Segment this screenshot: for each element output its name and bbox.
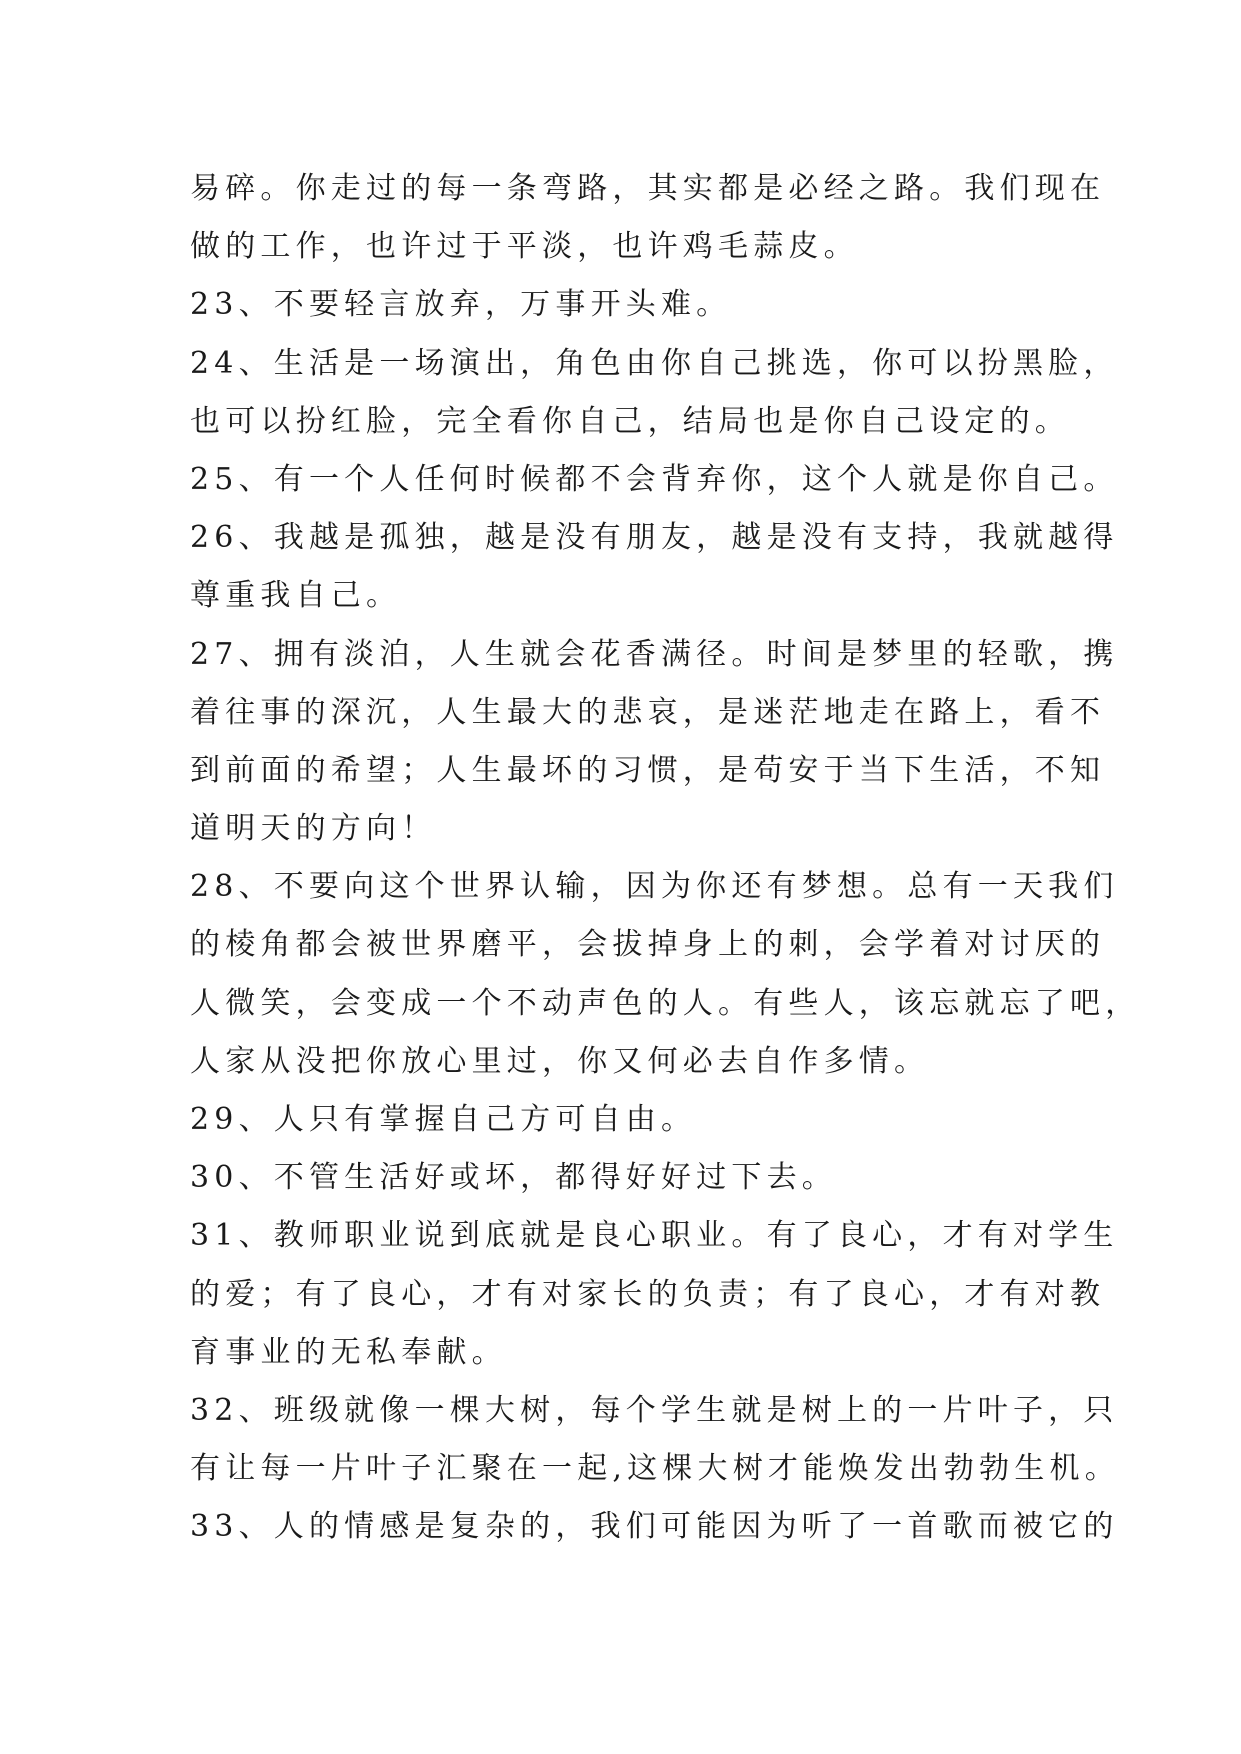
text-line: 道明天的方向！ [190, 811, 437, 847]
text-line: 人微笑，会变成一个不动声色的人。有些人，该忘就忘了吧， [190, 985, 1141, 1021]
text-line: 的棱角都会被世界磨平，会拔掉身上的刺，会学着对讨厌的 [190, 927, 1106, 963]
text-line: 易碎。你走过的每一条弯路，其实都是必经之路。我们现在 [190, 171, 1106, 206]
text-line: 28、不要向这个世界认输，因为你还有梦想。总有一天我们 [190, 869, 1119, 905]
text-line: 尊重我自己。 [190, 578, 402, 614]
text-line: 30、不管生活好或坏，都得好好过下去。 [190, 1160, 837, 1196]
text-line: 做的工作，也许过于平淡，也许鸡毛蒜皮。 [190, 229, 859, 265]
text-line: 25、有一个人任何时候都不会背弃你，这个人就是你自己。 [190, 461, 1119, 497]
text-line: 人家从没把你放心里过，你又何必去自作多情。 [190, 1043, 930, 1079]
text-line: 27、拥有淡泊，人生就会花香满径。时间是梦里的轻歌，携 [190, 636, 1119, 672]
text-line: 的爱；有了良心，才有对家长的负责；有了良心，才有对教 [190, 1276, 1106, 1312]
text-line: 也可以扮红脸，完全看你自己，结局也是你自己设定的。 [190, 403, 1070, 439]
document-body [190, 160, 1141, 1557]
text-line: 24、生活是一场演出，角色由你自己挑选，你可以扮黑脸， [190, 345, 1119, 381]
text-line: 23、不要轻言放弃，万事开头难。 [190, 287, 732, 323]
text-line: 育事业的无私奉献。 [190, 1334, 507, 1370]
text-line: 29、人只有掌握自己方可自由。 [190, 1102, 697, 1137]
text-line: 32、班级就像一棵大树，每个学生就是树上的一片叶子，只 [190, 1392, 1119, 1428]
text-line: 有让每一片叶子汇聚在一起,这棵大树才能焕发出勃勃生机。 [190, 1451, 1120, 1487]
text-line: 26、我越是孤独，越是没有朋友，越是没有支持，我就越得 [190, 520, 1119, 556]
text-line: 33、人的情感是复杂的，我们可能因为听了一首歌而被它的 [190, 1509, 1119, 1545]
text-line: 着往事的深沉，人生最大的悲哀，是迷茫地走在路上，看不 [190, 694, 1106, 730]
text-line: 到前面的希望；人生最坏的习惯，是苟安于当下生活，不知 [190, 752, 1106, 788]
text-line: 31、教师职业说到底就是良心职业。有了良心，才有对学生 [190, 1218, 1119, 1254]
